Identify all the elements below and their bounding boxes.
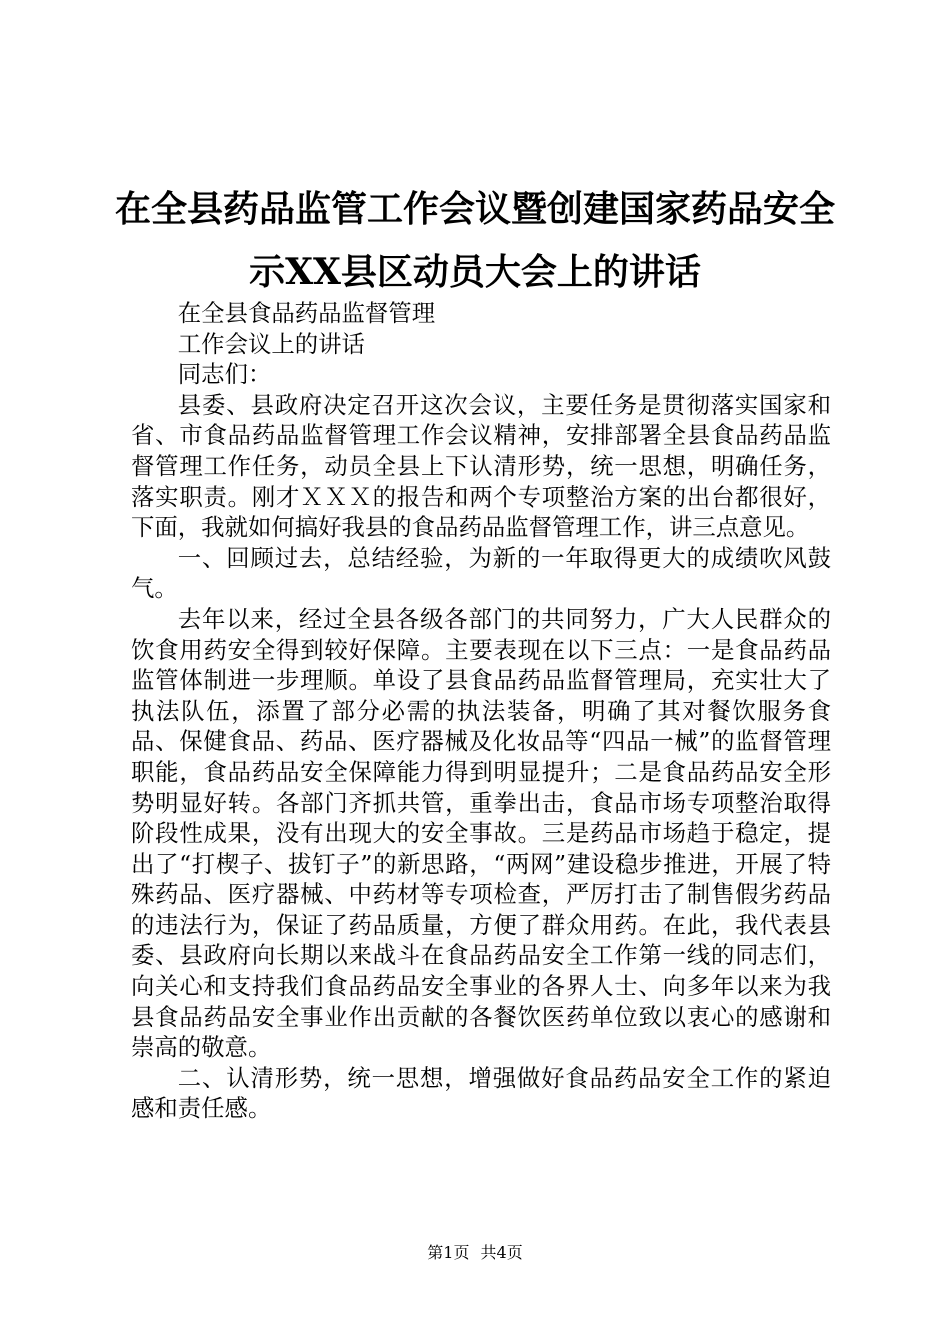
subtitle-line-2: 工作会议上的讲话 [177,329,365,358]
subtitle-line-1: 在全县食品药品监督管理 [177,299,436,327]
paragraph-intro: 县委、县政府决定召开这次会议，主要任务是贯彻落实国家和省、市食品药品监督管理工作会议精神，安排部署全县食品药品监督管理工作任务，动员全县上下认清形势，统一思想，明确任务，落实职责。刚才ＸＸＸ的报告和两个专项整治方案的出台都很好，下面，我就如何搞好我县的食品药品监督管理工作，讲三点意见。 [131,390,831,542]
salutation: 同志们： [177,360,272,389]
page-total: 共4页 [480,1243,523,1262]
section-heading-2: 二、认清形势，统一思想，增强做好食品药品安全工作的紧迫感和责任感。 [131,1063,831,1123]
document-title-line-2: 示XX县区动员大会上的讲话 [249,251,701,293]
document-title-line-1: 在全县药品监管工作会议暨创建国家药品安全 [114,188,835,230]
document-body [131,298,831,1124]
paragraph-review: 去年以来，经过全县各级各部门的共同努力，广大人民群众的饮食用药安全得到较好保障。主要表现在以下三点：一是食品药品监管体制进一步理顺。单设了县食品药品监督管理局，充实壮大了执法队伍，添置了部分必需的执法装备，明确了其对餐饮服务食品、保健食品、药品、医疗器械及化妆品等“四品一械”的监督管理职能，食品药品安全保障能力得到明显提升；二是食品药品安全形势明显好转。各部门齐抓共管，重拳出击，食品市场专项整治取得阶段性成果，没有出现大的安全事故。三是药品市场趋于稳定，提出了“打楔子、拔钉子”的新思路，“两网”建设稳步推进，开展了特殊药品、医疗器械、中药材等专项检查，严厉打击了制售假劣药品的违法行为，保证了药品质量，方便了群众用药。在此，我代表县委、县政府向长期以来战斗在食品药品安全工作第一线的同志们，向关心和支持我们食品药品安全事业的各界人士、向多年以来为我县食品药品安全事业作出贡献的各餐饮医药单位致以衷心的感谢和崇高的敬意。 [131,604,831,1062]
page-number: 第1页 [427,1243,470,1262]
section-heading-1: 一、回顾过去，总结经验，为新的一年取得更大的成绩吹风鼓气。 [131,543,831,603]
page-footer [0,1243,950,1263]
